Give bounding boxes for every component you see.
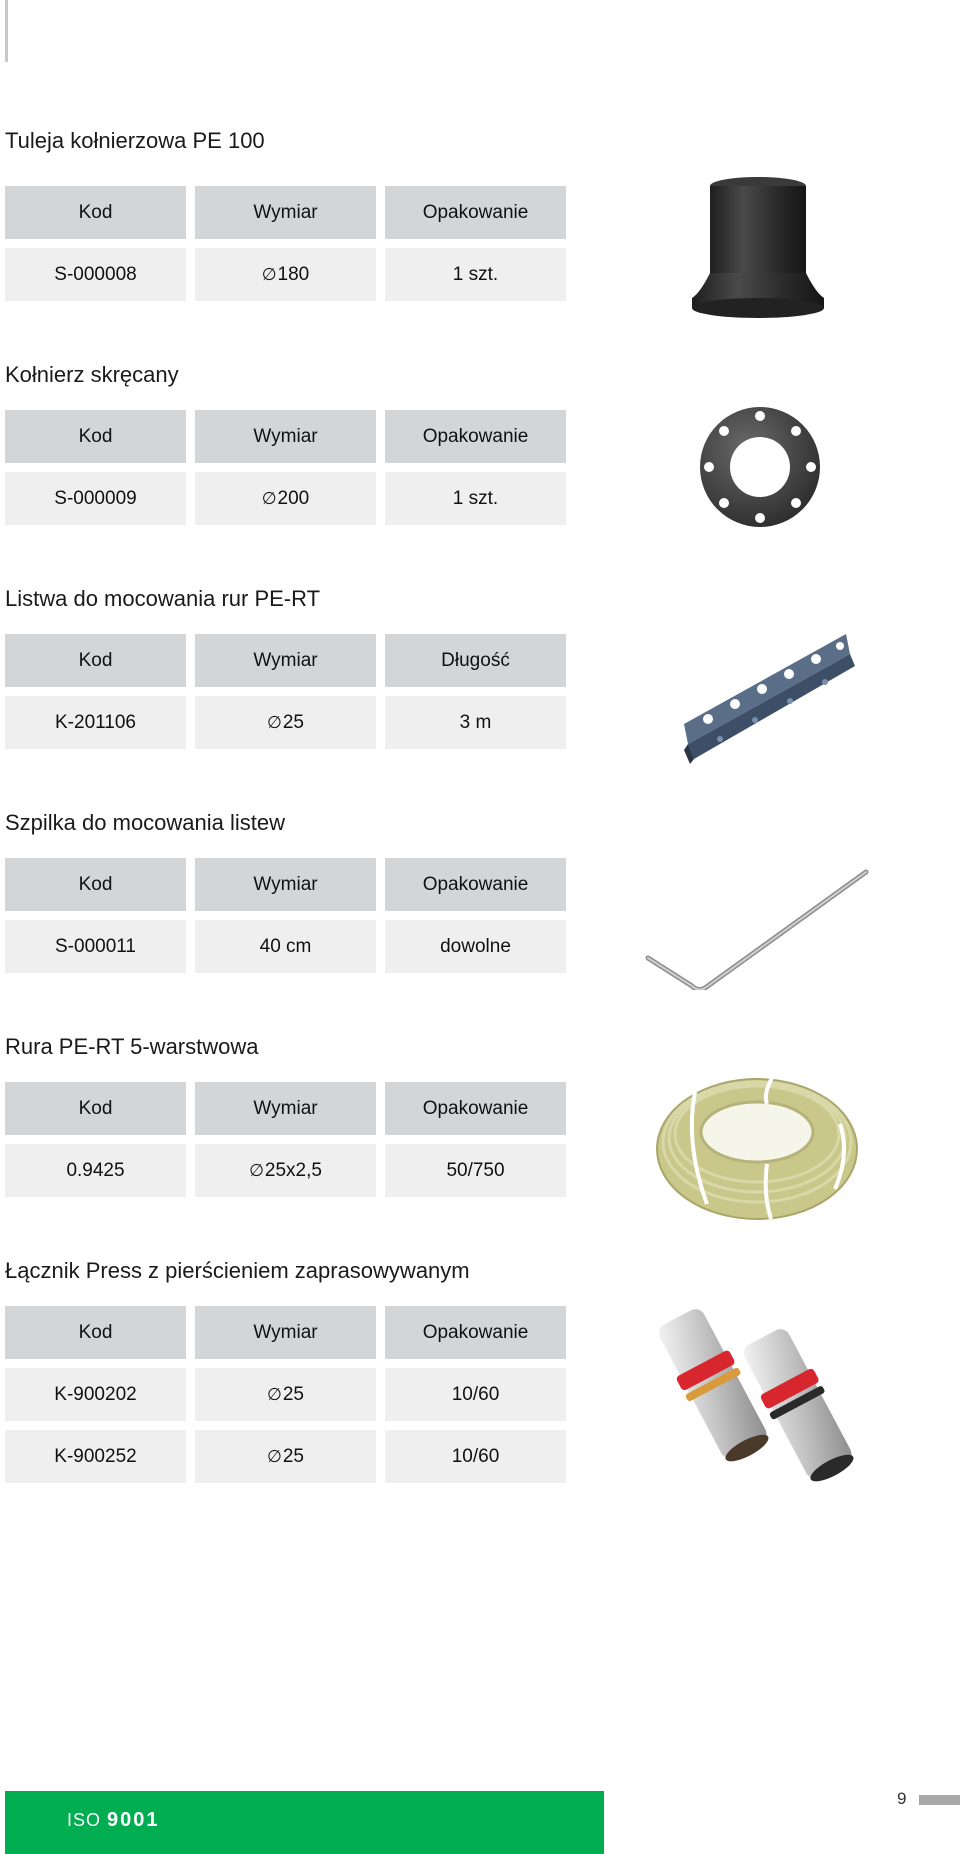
header-cell-kod: Kod — [5, 410, 186, 463]
cell-wymiar-value: 180 — [277, 263, 310, 285]
cell-packaging: dowolne — [385, 920, 566, 973]
diameter-symbol: ∅ — [249, 1160, 264, 1180]
cell-wymiar — [195, 472, 376, 525]
header-cell-kod: Kod — [5, 634, 186, 687]
cell-wymiar — [195, 248, 376, 301]
header-cell-kod: Kod — [5, 1306, 186, 1359]
table-header-row — [5, 858, 566, 911]
header-cell-packaging: Opakowanie — [385, 1082, 566, 1135]
header-cell-wymiar: Wymiar — [195, 634, 376, 687]
header-cell-wymiar: Wymiar — [195, 858, 376, 911]
cell-wymiar-value: 25x2,5 — [264, 1159, 322, 1181]
diameter-symbol: ∅ — [267, 1384, 282, 1404]
product-table — [5, 634, 566, 758]
cell-kod: S-000009 — [5, 472, 186, 525]
product-table — [5, 186, 566, 310]
iso-prefix: ISO — [67, 1810, 102, 1830]
table-header-row — [5, 1082, 566, 1135]
cell-kod: S-000008 — [5, 248, 186, 301]
cell-packaging: 1 szt. — [385, 472, 566, 525]
cell-length: 3 m — [385, 696, 566, 749]
cell-packaging: 1 szt. — [385, 248, 566, 301]
cell-wymiar-value: 25 — [282, 1445, 304, 1467]
cell-wymiar — [195, 1144, 376, 1197]
left-margin-rule — [5, 0, 8, 62]
table-header-row — [5, 634, 566, 687]
page-number-strip — [919, 1795, 960, 1805]
pipe-coil-icon — [655, 1054, 860, 1224]
product-title: Listwa do mocowania rur PE-RT — [5, 586, 321, 611]
page-number: 9 — [897, 1789, 907, 1808]
header-cell-wymiar: Wymiar — [195, 186, 376, 239]
cell-kod: S-000011 — [5, 920, 186, 973]
header-cell-wymiar: Wymiar — [195, 410, 376, 463]
diameter-symbol: ∅ — [261, 264, 277, 284]
product-title: Łącznik Press z pierścieniem zaprasowywanym — [5, 1258, 470, 1283]
header-cell-kod: Kod — [5, 858, 186, 911]
diameter-symbol: ∅ — [267, 1446, 282, 1466]
flange-sleeve-icon — [680, 168, 830, 328]
header-cell-packaging: Opakowanie — [385, 1306, 566, 1359]
bolted-flange-icon — [695, 402, 825, 532]
cell-kod: K-201106 — [5, 696, 186, 749]
product-table — [5, 858, 566, 982]
cell-packaging: 10/60 — [385, 1430, 566, 1483]
product-title: Kołnierz skręcany — [5, 362, 179, 387]
cell-wymiar — [195, 1368, 376, 1421]
table-row — [5, 1430, 566, 1483]
cell-wymiar — [195, 1430, 376, 1483]
header-cell-kod: Kod — [5, 186, 186, 239]
cell-wymiar-value: 200 — [277, 487, 310, 509]
iso-number: 9001 — [107, 1809, 160, 1831]
mounting-rail-icon — [680, 624, 860, 774]
footer-certification-bar — [5, 1791, 604, 1854]
header-cell-length: Długość — [385, 634, 566, 687]
product-table — [5, 1082, 566, 1206]
mounting-pin-icon — [640, 840, 880, 990]
header-cell-kod: Kod — [5, 1082, 186, 1135]
cell-kod: 0.9425 — [5, 1144, 186, 1197]
cell-kod: K-900202 — [5, 1368, 186, 1421]
cell-kod: K-900252 — [5, 1430, 186, 1483]
cell-wymiar — [195, 696, 376, 749]
table-row — [5, 1368, 566, 1421]
cell-packaging: 50/750 — [385, 1144, 566, 1197]
header-cell-packaging: Opakowanie — [385, 186, 566, 239]
table-header-row — [5, 186, 566, 239]
table-header-row — [5, 410, 566, 463]
header-cell-packaging: Opakowanie — [385, 410, 566, 463]
table-row — [5, 1144, 566, 1197]
cell-packaging: 10/60 — [385, 1368, 566, 1421]
table-row — [5, 248, 566, 301]
cell-wymiar-value: 25 — [282, 1383, 304, 1405]
cell-wymiar-value: 25 — [282, 711, 304, 733]
header-cell-packaging: Opakowanie — [385, 858, 566, 911]
table-row — [5, 472, 566, 525]
diameter-symbol: ∅ — [267, 712, 282, 732]
press-connector-icon — [655, 1298, 865, 1488]
product-title: Szpilka do mocowania listew — [5, 810, 286, 835]
header-cell-wymiar: Wymiar — [195, 1082, 376, 1135]
iso-certification-label — [67, 1809, 160, 1832]
table-header-row — [5, 1306, 566, 1359]
diameter-symbol: ∅ — [261, 488, 277, 508]
table-row — [5, 920, 566, 973]
header-cell-wymiar: Wymiar — [195, 1306, 376, 1359]
cell-wymiar: 40 cm — [195, 920, 376, 973]
product-title: Tuleja kołnierzowa PE 100 — [5, 128, 265, 153]
product-table — [5, 1306, 566, 1492]
product-table — [5, 410, 566, 534]
product-title: Rura PE-RT 5-warstwowa — [5, 1034, 259, 1059]
table-row — [5, 696, 566, 749]
